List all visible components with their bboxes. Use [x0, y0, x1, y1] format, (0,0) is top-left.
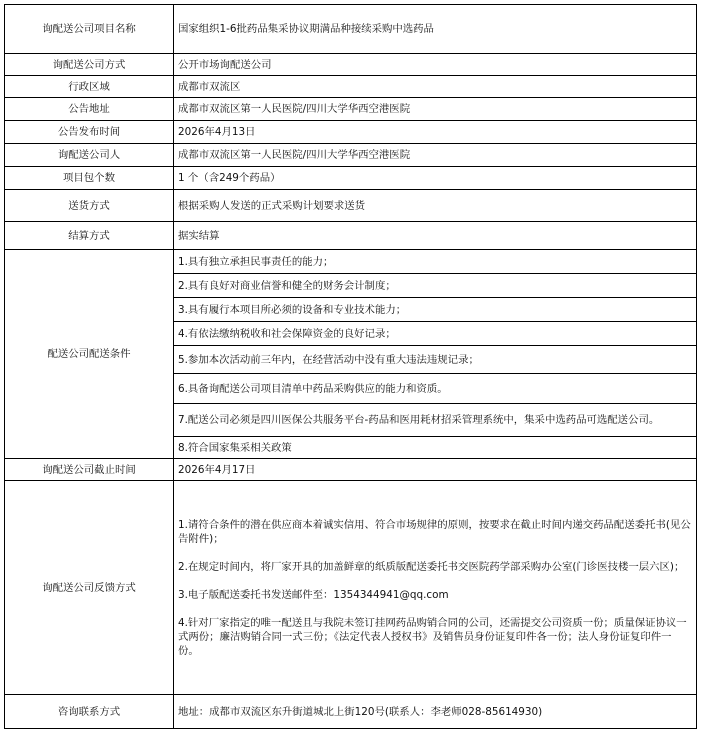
value-deadline: 2026年4月17日 [174, 459, 697, 481]
row-feedback [5, 481, 697, 695]
label-contact: 咨询联系方式 [5, 695, 174, 729]
label-delivery: 送货方式 [5, 190, 174, 222]
row-condition-1 [5, 250, 697, 274]
condition-item: 6.具备询配送公司项目清单中药品采购供应的能力和资质。 [174, 374, 697, 404]
label-region: 行政区域 [5, 76, 174, 98]
condition-item: 5.参加本次活动前三年内，在经营活动中没有重大违法违规记录； [174, 346, 697, 374]
condition-item: 1.具有独立承担民事责任的能力； [174, 250, 697, 274]
row-method [5, 54, 697, 76]
value-method: 公开市场询配送公司 [174, 54, 697, 76]
label-address: 公告地址 [5, 98, 174, 121]
label-settlement: 结算方式 [5, 222, 174, 250]
row-project-name [5, 5, 697, 54]
condition-item: 3.具有履行本项目所必须的设备和专业技术能力； [174, 298, 697, 322]
condition-item: 2.具有良好对商业信誉和健全的财务会计制度； [174, 274, 697, 298]
row-settlement [5, 222, 697, 250]
label-feedback: 询配送公司反馈方式 [5, 481, 174, 695]
feedback-item: 1.请符合条件的潜在供应商本着诚实信用、符合市场规律的原则，按要求在截止时间内递交药品配送委托书(见公告附件)； [178, 518, 691, 545]
row-region [5, 76, 697, 98]
value-address: 成都市双流区第一人民医院/四川大学华西空港医院 [174, 98, 697, 121]
value-settlement: 据实结算 [174, 222, 697, 250]
row-address [5, 98, 697, 121]
feedback-email: 3.电子版配送委托书发送邮件至：1354344941@qq.com [178, 588, 449, 601]
value-delivery: 根据采购人发送的正式采购计划要求送货 [174, 190, 697, 222]
label-conditions: 配送公司配送条件 [5, 250, 174, 459]
value-inquirer: 成都市双流区第一人民医院/四川大学华西空港医院 [174, 144, 697, 167]
row-package-count [5, 167, 697, 190]
label-deadline: 询配送公司截止时间 [5, 459, 174, 481]
value-project-name: 国家组织1-6批药品集采协议期满品种接续采购中选药品 [174, 5, 697, 54]
feedback-item: 2.在规定时间内，将厂家开具的加盖鲜章的纸质版配送委托书交医院药学部采购办公室(门诊医技楼一层六区)； [178, 560, 685, 573]
label-publish-time: 公告发布时间 [5, 121, 174, 144]
label-inquirer: 询配送公司人 [5, 144, 174, 167]
value-contact: 地址：成都市双流区东升街道城北上街120号(联系人：李老师028-85614930) [174, 695, 697, 729]
value-publish-time: 2026年4月13日 [174, 121, 697, 144]
row-publish-time [5, 121, 697, 144]
label-project-name: 询配送公司项目名称 [5, 5, 174, 54]
feedback-item: 4.针对厂家指定的唯一配送且与我院未签订挂网药品购销合同的公司，还需提交公司资质一份；质量保证协议一式两份；廉洁购销合同一式三份；《法定代表人授权书》及销售员身份证复印件各一份；法人身份证复印件一份。 [178, 616, 687, 657]
condition-item: 8.符合国家集采相关政策 [174, 437, 697, 459]
announcement-table [4, 4, 697, 729]
value-package-count: 1 个（含249个药品） [174, 167, 697, 190]
value-region: 成都市双流区 [174, 76, 697, 98]
condition-item: 4.有依法缴纳税收和社会保障资金的良好记录； [174, 322, 697, 346]
row-deadline [5, 459, 697, 481]
label-method: 询配送公司方式 [5, 54, 174, 76]
value-feedback [174, 481, 697, 695]
row-contact [5, 695, 697, 729]
row-delivery [5, 190, 697, 222]
label-package-count: 项目包个数 [5, 167, 174, 190]
row-inquirer [5, 144, 697, 167]
condition-item: 7.配送公司必须是四川医保公共服务平台-药品和医用耗材招采管理系统中，集采中选药品可选配送公司。 [174, 404, 697, 437]
